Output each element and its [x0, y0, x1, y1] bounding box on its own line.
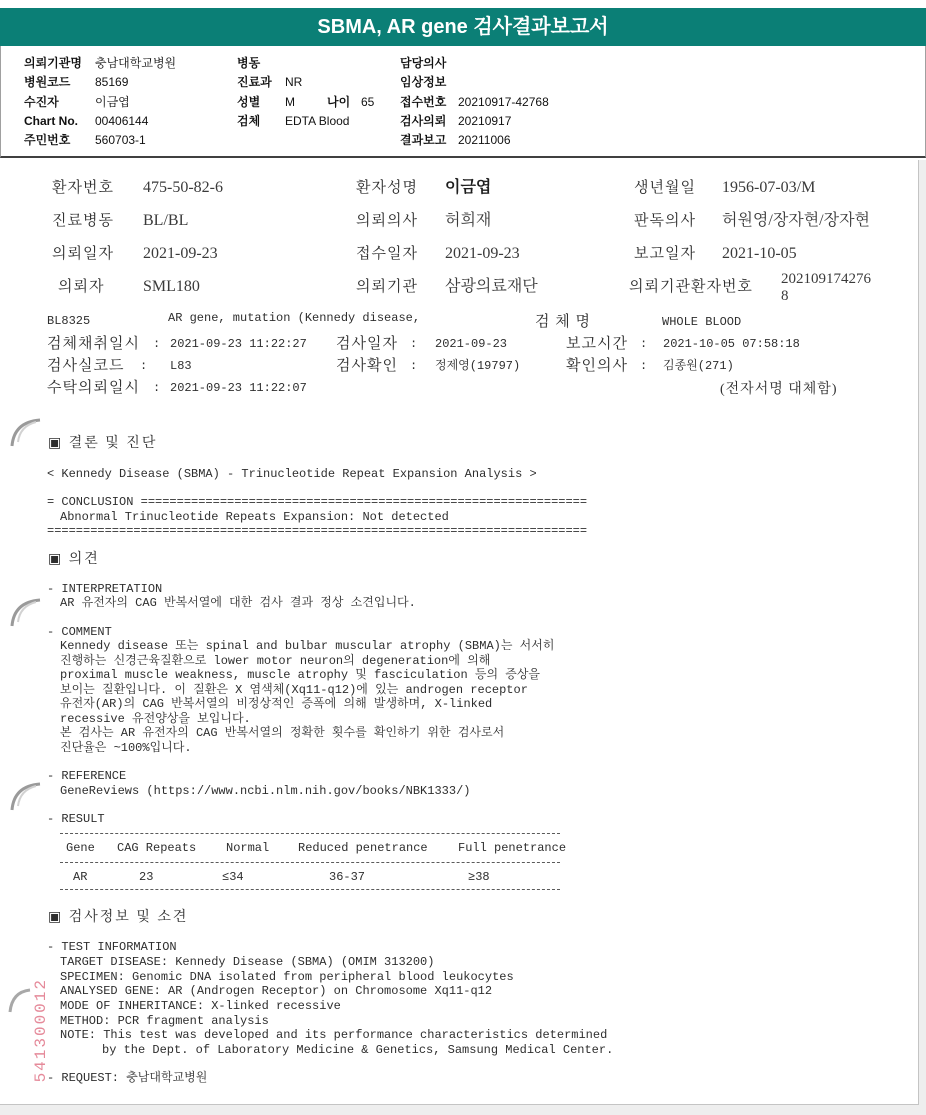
- report-date-label: 보고일자: [634, 246, 696, 262]
- ward-label: 진료병동: [52, 213, 114, 229]
- receipt-date-value: 2021-09-23: [445, 245, 520, 262]
- report-time-value: 2021-10-05 07:58:18: [663, 337, 800, 351]
- scan-curl-mark: [10, 990, 30, 1012]
- test-date-label: 검사일자: [336, 336, 398, 352]
- birth-value: 1956-07-03/M: [722, 179, 816, 196]
- test-info-line: ANALYSED GENE: AR (Androgen Receptor) on Chromosome Xq11-q12: [60, 984, 493, 999]
- received-value: 2021-09-23 11:22:07: [170, 381, 307, 395]
- attending-label: 담당의사: [400, 56, 447, 70]
- reading-doctors-label: 판독의사: [634, 213, 696, 229]
- table-cell-normal: ≤34: [222, 870, 244, 884]
- table-rule: [60, 889, 560, 890]
- scan-stamp-number: 541300012: [32, 978, 50, 1083]
- resident-no-value: 560703-1: [95, 133, 146, 147]
- age-value: 65: [361, 95, 375, 109]
- patient-name-value: 이금엽: [95, 95, 130, 109]
- conclusion-heading: ▣ 결론 및 진단: [48, 436, 158, 451]
- title-bar: [0, 8, 926, 46]
- test-info-line: TARGET DISEASE: Kennedy Disease (SBMA) (OMIM 313200): [60, 955, 435, 969]
- hospital-code-value: 85169: [95, 75, 129, 89]
- table-cell-full: ≥38: [468, 870, 490, 884]
- lab-code-label: 검사실코드: [47, 358, 125, 374]
- colon: :: [153, 381, 161, 395]
- comment-label: - COMMENT: [47, 625, 112, 639]
- specimen-value: EDTA Blood: [285, 114, 350, 128]
- order-date-label: 의뢰일자: [52, 246, 114, 262]
- colon: :: [153, 337, 161, 351]
- report-header: [0, 0, 926, 160]
- info-box: [0, 46, 926, 158]
- scanned-report: [0, 160, 919, 1105]
- table-header-reduced: Reduced penetrance: [298, 841, 428, 855]
- request-line: - REQUEST: 충남대학교병원: [47, 1071, 208, 1085]
- table-cell-reduced: 36-37: [329, 870, 366, 884]
- collected-label: 검체채취일시: [47, 336, 140, 352]
- reference-label: - REFERENCE: [47, 769, 127, 783]
- comment-line: 보이는 질환입니다. 이 질환은 X 염색체(Xq11-q12)에 있는 androgen receptor: [60, 682, 528, 697]
- comment-line: proximal muscle weakness, muscle atrophy 및 fasciculation 등의 증상을: [60, 668, 541, 682]
- conclusion-rule-bottom: ===========================================================================: [47, 524, 588, 538]
- comment-line: 진행하는 신경근육질환으로 lower motor neuron의 degeneration에 의해: [60, 653, 491, 668]
- report-date-label: 결과보고: [400, 133, 447, 147]
- table-rule: [60, 833, 560, 834]
- report-date-value: 20211006: [458, 133, 511, 147]
- sex-label: 성별: [237, 95, 261, 109]
- patient-name-label: 수진자: [24, 95, 59, 109]
- resident-no-label: 주민번호: [24, 133, 71, 147]
- test-info-line: NOTE: This test was developed and its performance characteristics determined: [60, 1028, 608, 1043]
- info-row: [1, 131, 925, 149]
- sex-value: M: [285, 95, 295, 109]
- requesting-org-label: 의뢰기관명: [24, 56, 82, 70]
- report-date-value: 2021-10-05: [722, 245, 797, 262]
- chart-no-label: Chart No.: [24, 114, 78, 128]
- patient-no-label: 환자번호: [52, 180, 114, 196]
- conclusion-rule-top: = CONCLUSION ==============================================================: [47, 495, 588, 509]
- table-rule: [60, 862, 560, 863]
- table-header-full: Full penetrance: [458, 841, 567, 855]
- esign-note: (전자서명 대체함): [720, 382, 838, 397]
- table-header-cag: CAG Repeats: [117, 841, 197, 855]
- lab-code-value: L83: [170, 359, 192, 373]
- analysis-title: < Kennedy Disease (SBMA) - Trinucleotide Repeat Expansion Analysis >: [47, 467, 537, 481]
- department-label: 진료과: [237, 75, 272, 89]
- department-value: NR: [285, 75, 303, 89]
- confirm-doctor-value: 김종원(271): [663, 359, 734, 373]
- collected-value: 2021-09-23 11:22:27: [170, 337, 307, 351]
- verified-by-label: 검사확인: [336, 358, 398, 374]
- info-row: [1, 93, 925, 111]
- ordering-doctor-label: 의뢰의사: [356, 213, 418, 229]
- interpretation-label: - INTERPRETATION: [47, 582, 163, 596]
- reading-doctors-value: 허원영/장자현/장자현: [722, 212, 870, 229]
- order-date-value: 2021-09-23: [143, 245, 218, 262]
- ward-value: BL/BL: [143, 212, 189, 229]
- test-date-value: 2021-09-23: [435, 337, 508, 351]
- requester-value: SML180: [143, 278, 200, 295]
- comment-text: [60, 639, 554, 755]
- test-name: AR gene, mutation (Kennedy disease,: [168, 311, 421, 325]
- age-label: 나이: [327, 95, 351, 109]
- patient-no-value: 475-50-82-6: [143, 179, 223, 196]
- scan-curl-mark: [12, 420, 40, 446]
- test-info-line: SPECIMEN: Genomic DNA isolated from peripheral blood leukocytes: [60, 969, 514, 984]
- test-info-text: [60, 955, 613, 1058]
- requester-label: 의뢰자: [58, 279, 105, 295]
- chart-no-value: 00406144: [95, 114, 149, 128]
- colon: :: [640, 337, 648, 351]
- colon: :: [640, 359, 648, 373]
- table-header-gene: Gene: [66, 841, 95, 855]
- report-time-label: 보고시간: [566, 336, 628, 352]
- opinion-heading: ▣ 의견: [48, 552, 100, 567]
- test-code: BL8325: [47, 314, 91, 328]
- comment-line: recessive 유전양상을 보입니다.: [60, 711, 251, 726]
- report-title: SBMA, AR gene 검사결과보고서: [317, 16, 609, 38]
- comment-line: 유전자(AR)의 CAG 반복서열의 비정상적인 증폭에 의해 발생하며, X-linked: [60, 697, 493, 711]
- table-cell-gene: AR: [73, 870, 88, 884]
- table-cell-cag: 23: [139, 870, 154, 884]
- test-info-heading: ▣ 검사정보 및 소견: [48, 910, 189, 925]
- colon: :: [410, 337, 418, 351]
- test-info-line: MODE OF INHERITANCE: X-linked recessive: [60, 998, 341, 1013]
- test-info-line: by the Dept. of Laboratory Medicine & Genetics, Samsung Medical Center.: [102, 1042, 614, 1057]
- conclusion-result: Abnormal Trinucleotide Repeats Expansion: Not detected: [60, 510, 449, 524]
- info-row: [1, 112, 925, 130]
- test-info-label: - TEST INFORMATION: [47, 940, 177, 954]
- clinical-info-label: 임상정보: [400, 75, 447, 89]
- ordering-doctor-value: 허희재: [445, 212, 492, 229]
- table-header-normal: Normal: [226, 841, 270, 855]
- received-label: 수탁의뢰일시: [47, 380, 140, 396]
- patient-name-value: 이금엽: [445, 179, 492, 196]
- request-date-value: 20210917: [458, 114, 512, 128]
- receipt-date-label: 접수일자: [356, 246, 418, 262]
- colon: :: [410, 359, 418, 373]
- info-row: [1, 73, 925, 91]
- request-date-label: 검사의뢰: [400, 114, 447, 128]
- hospital-code-label: 병원코드: [24, 75, 71, 89]
- verified-by-value: 정제영(19797): [435, 359, 521, 373]
- colon: :: [140, 359, 148, 373]
- comment-line: Kennedy disease 또는 spinal and bulbar muscular atrophy (SBMA)는 서서히: [60, 639, 555, 653]
- ward-label: 병동: [237, 56, 261, 70]
- result-label: - RESULT: [47, 812, 105, 826]
- test-info-line: METHOD: PCR fragment analysis: [60, 1013, 269, 1028]
- interpretation-text: AR 유전자의 CAG 반복서열에 대한 검사 결과 정상 소견입니다.: [60, 596, 416, 610]
- specimen-label: 검체: [237, 114, 261, 128]
- specimen-name-value: WHOLE BLOOD: [662, 315, 742, 329]
- requesting-org-value: 충남대학교병원: [95, 56, 177, 70]
- comment-line: 본 검사는 AR 유전자의 CAG 반복서열의 정확한 횟수를 확인하기 위한 검사로서: [60, 726, 505, 740]
- requesting-org-label: 의뢰기관: [356, 279, 418, 295]
- org-patient-no-label: 의뢰기관환자번호: [629, 279, 753, 295]
- scan-margin-marks: [0, 160, 50, 1104]
- reference-text: GeneReviews (https://www.ncbi.nlm.nih.gov/books/NBK1333/): [60, 784, 471, 798]
- requesting-org-value: 삼광의료재단: [445, 278, 538, 295]
- scan-curl-mark: [12, 784, 40, 810]
- info-row: [1, 54, 925, 72]
- scan-curl-mark: [12, 600, 40, 626]
- receipt-no-value: 20210917-42768: [458, 95, 549, 109]
- specimen-name-label: 검 체 명: [535, 314, 591, 330]
- org-patient-no-value: 2021091742768: [781, 271, 871, 304]
- receipt-no-label: 접수번호: [400, 95, 447, 109]
- comment-line: 진단율은 ~100%입니다.: [60, 740, 192, 755]
- confirm-doctor-label: 확인의사: [566, 358, 628, 374]
- birth-label: 생년월일: [634, 180, 696, 196]
- patient-name-label: 환자성명: [356, 180, 418, 196]
